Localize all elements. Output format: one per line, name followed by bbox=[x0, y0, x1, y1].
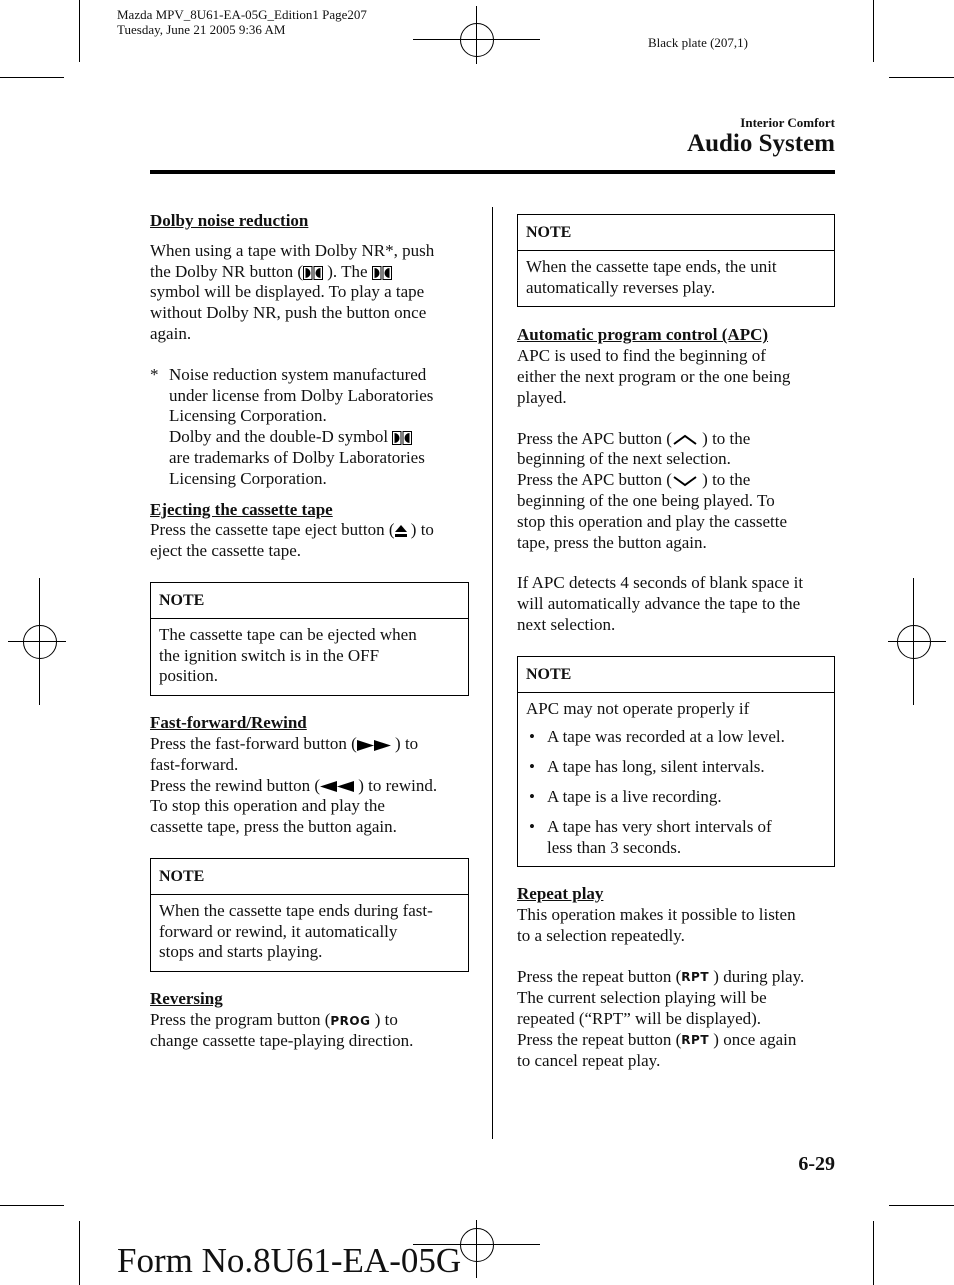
ff-line: cassette tape, press the button again. bbox=[150, 817, 397, 837]
apc-line: tape, press the button again. bbox=[517, 532, 707, 552]
note-line: When the cassette tape ends during fast- bbox=[159, 900, 433, 920]
note-text bbox=[518, 251, 834, 307]
repeat-line: ) once again bbox=[709, 1029, 797, 1049]
note-box bbox=[150, 858, 469, 972]
ff-line: fast-forward. bbox=[150, 754, 239, 774]
apc-line: ) to the bbox=[697, 470, 751, 490]
reversing-text bbox=[150, 1010, 469, 1052]
apc-line: ) to the bbox=[697, 428, 751, 448]
note-line: APC may not operate properly if bbox=[526, 698, 750, 718]
footnote bbox=[150, 365, 469, 490]
repeat-heading: Repeat play bbox=[517, 884, 604, 904]
apc-heading: Automatic program control (APC) bbox=[517, 325, 769, 345]
dolby-line: again. bbox=[150, 323, 192, 343]
apc-line: next selection. bbox=[517, 614, 616, 634]
apc-line: will automatically advance the tape to the bbox=[517, 594, 801, 614]
dolby-line: the Dolby NR button ( bbox=[150, 261, 303, 281]
repeat-line: repeated (“RPT” will be displayed). bbox=[517, 1009, 762, 1028]
footnote-line: Noise reduction system manufactured bbox=[169, 364, 427, 384]
dolby-icon bbox=[372, 266, 392, 280]
repeat-line: Press the repeat button ( bbox=[517, 966, 682, 986]
note-text bbox=[151, 619, 468, 695]
footnote-line: are trademarks of Dolby Laboratories bbox=[169, 447, 425, 467]
title-rule bbox=[150, 170, 835, 174]
registration-mark bbox=[476, 1220, 477, 1278]
repeat-text bbox=[517, 905, 835, 947]
repeat-line: This operation makes it possible to listen bbox=[517, 905, 796, 925]
page-number: 6-29 bbox=[798, 1153, 835, 1175]
registration-mark bbox=[913, 578, 914, 705]
apc-line: beginning of the one being played. To bbox=[517, 490, 775, 510]
note-heading: NOTE bbox=[151, 583, 468, 619]
crop-mark bbox=[889, 77, 954, 78]
registration-mark bbox=[888, 641, 946, 642]
eject-line: ) to bbox=[406, 520, 434, 540]
dolby-line: ). The bbox=[323, 261, 372, 281]
apc-line: Press the APC button ( bbox=[517, 470, 672, 490]
right-column bbox=[517, 214, 835, 1072]
crop-mark bbox=[79, 1221, 80, 1285]
dolby-icon bbox=[392, 431, 412, 445]
ff-line: ) to rewind. bbox=[353, 775, 438, 795]
registration-mark bbox=[23, 625, 57, 659]
ff-line: ) to bbox=[390, 733, 419, 753]
rpt-button-icon: RPT bbox=[681, 1033, 710, 1048]
note-line: the ignition switch is in the OFF bbox=[159, 645, 380, 665]
note-box bbox=[150, 582, 469, 696]
dolby-line: When using a tape with Dolby NR*, push bbox=[150, 240, 435, 260]
crop-mark bbox=[79, 0, 80, 62]
ff-line: Press the rewind button ( bbox=[150, 775, 320, 795]
chevron-down-icon bbox=[672, 475, 698, 487]
fast-forward-icon bbox=[357, 740, 391, 751]
repeat-line: ) during play. bbox=[709, 966, 805, 986]
list-item: • A tape was recorded at a low level. bbox=[526, 727, 826, 748]
apc-text bbox=[517, 573, 835, 635]
registration-mark bbox=[460, 23, 494, 57]
apc-line: stop this operation and play the cassette bbox=[517, 511, 788, 531]
note-bullet-list bbox=[526, 727, 826, 858]
ff-heading: Fast-forward/Rewind bbox=[150, 713, 307, 733]
reversing-line: ) to bbox=[370, 1009, 398, 1029]
list-item-line: A tape has very short intervals of bbox=[547, 816, 772, 836]
rewind-icon bbox=[320, 781, 354, 792]
apc-line: If APC detects 4 seconds of blank space it bbox=[517, 573, 804, 593]
footnote-mark: * bbox=[150, 364, 159, 384]
chevron-up-icon bbox=[672, 434, 698, 446]
repeat-line: to a selection repeatedly. bbox=[517, 925, 685, 945]
dolby-icon bbox=[303, 266, 323, 280]
crop-mark bbox=[0, 1205, 64, 1206]
footnote-text bbox=[169, 365, 433, 490]
eject-icon bbox=[395, 525, 407, 537]
print-header bbox=[117, 7, 367, 37]
prog-button-icon: PROG bbox=[330, 1013, 371, 1028]
crop-mark bbox=[873, 0, 874, 62]
note-line: forward or rewind, it automatically bbox=[159, 921, 398, 941]
print-header-file: Mazda MPV_8U61-EA-05G_Edition1 Page207 bbox=[117, 7, 367, 22]
note-heading: NOTE bbox=[151, 859, 468, 895]
repeat-line: Press the repeat button ( bbox=[517, 1029, 682, 1049]
list-item: • A tape has long, silent intervals. bbox=[526, 757, 826, 778]
ff-text bbox=[150, 734, 469, 838]
apc-line: played. bbox=[517, 387, 567, 407]
note-line: The cassette tape can be ejected when bbox=[159, 624, 417, 644]
form-number: Form No.8U61-EA-05G bbox=[117, 1241, 462, 1280]
list-item bbox=[526, 817, 826, 859]
reversing-heading: Reversing bbox=[150, 989, 223, 1009]
ff-line: Press the fast-forward button ( bbox=[150, 733, 357, 753]
plate-label: Black plate (207,1) bbox=[648, 35, 748, 50]
crop-mark bbox=[889, 1205, 954, 1206]
dolby-line: symbol will be displayed. To play a tape bbox=[150, 282, 425, 302]
note-box bbox=[517, 214, 835, 307]
footnote-line: Licensing Corporation. bbox=[169, 406, 327, 426]
apc-line: beginning of the next selection. bbox=[517, 449, 731, 469]
reversing-line: change cassette tape-playing direction. bbox=[150, 1031, 414, 1051]
registration-mark bbox=[476, 6, 477, 64]
apc-line: APC is used to find the beginning of bbox=[517, 346, 766, 366]
footnote-line: Licensing Corporation. bbox=[169, 468, 327, 488]
crop-mark bbox=[873, 1221, 874, 1285]
eject-text bbox=[150, 520, 469, 562]
registration-mark bbox=[8, 641, 66, 642]
footnote-line: Dolby and the double-D symbol bbox=[169, 427, 393, 447]
print-header-date: Tuesday, June 21 2005 9:36 AM bbox=[117, 22, 286, 37]
rpt-button-icon: RPT bbox=[681, 970, 710, 985]
dolby-text bbox=[150, 241, 469, 345]
registration-mark bbox=[897, 625, 931, 659]
repeat-line: The current selection playing will be bbox=[517, 988, 767, 1008]
note-heading: NOTE bbox=[518, 215, 834, 251]
ff-line: To stop this operation and play the bbox=[150, 796, 385, 816]
eject-line: Press the cassette tape eject button ( bbox=[150, 520, 395, 540]
crop-mark bbox=[0, 77, 64, 78]
apc-text bbox=[517, 346, 835, 408]
page-title: Audio System bbox=[687, 130, 835, 157]
note-line: automatically reverses play. bbox=[526, 277, 716, 297]
footnote-line: under license from Dolby Laboratories bbox=[169, 385, 434, 405]
note-line: stops and starts playing. bbox=[159, 942, 323, 962]
dolby-line: without Dolby NR, push the button once bbox=[150, 303, 427, 323]
eject-line: eject the cassette tape. bbox=[150, 541, 302, 561]
list-item: • A tape is a live recording. bbox=[526, 787, 826, 808]
registration-mark bbox=[39, 578, 40, 705]
repeat-line: to cancel repeat play. bbox=[517, 1051, 661, 1071]
section-name: Interior Comfort bbox=[740, 115, 835, 130]
list-item-line: less than 3 seconds. bbox=[547, 837, 682, 857]
note-text bbox=[518, 693, 834, 867]
note-line: position. bbox=[159, 666, 219, 686]
note-heading: NOTE bbox=[518, 657, 834, 693]
column-divider bbox=[492, 207, 493, 1139]
apc-line: either the next program or the one being bbox=[517, 366, 791, 386]
registration-mark bbox=[460, 1228, 494, 1262]
note-box bbox=[517, 656, 835, 868]
apc-line: Press the APC button ( bbox=[517, 428, 672, 448]
dolby-heading: Dolby noise reduction bbox=[150, 211, 309, 230]
left-column bbox=[150, 211, 469, 1052]
repeat-text bbox=[517, 967, 835, 1072]
note-line: When the cassette tape ends, the unit bbox=[526, 256, 777, 276]
apc-text bbox=[517, 429, 835, 554]
note-text bbox=[151, 895, 468, 971]
reversing-line: Press the program button ( bbox=[150, 1009, 331, 1029]
eject-heading: Ejecting the cassette tape bbox=[150, 499, 333, 519]
